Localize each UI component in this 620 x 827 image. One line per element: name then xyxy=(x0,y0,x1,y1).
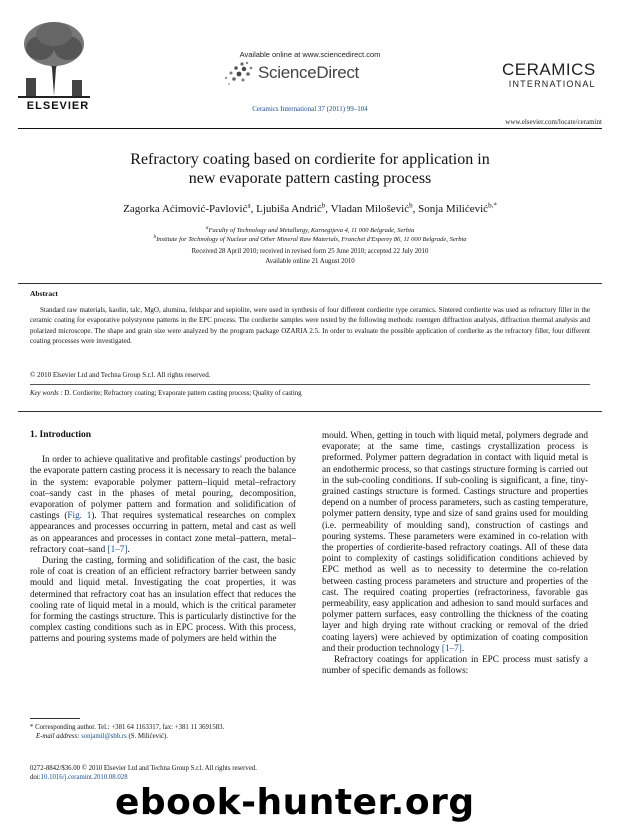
intro-p3-text-b: . xyxy=(461,642,465,653)
journal-logo-line2: INTERNATIONAL xyxy=(508,79,596,89)
author-affiliation-marker: b xyxy=(321,201,326,209)
doi-line xyxy=(30,773,350,782)
footnote-contact: Corresponding author. Tel.: +381 64 1163317, fax: +381 11 3691583. xyxy=(35,724,225,731)
reference-link[interactable]: [1–7] xyxy=(441,642,462,653)
sciencedirect-logo-text: ScienceDirect xyxy=(258,63,359,82)
email-owner: (S. Milićević). xyxy=(128,733,168,740)
author-4 xyxy=(418,203,497,215)
journal-logo xyxy=(502,61,596,90)
footnote-symbol: * xyxy=(30,724,34,731)
right-column xyxy=(322,430,588,676)
title-line-2: new evaporate pattern casting process xyxy=(188,170,432,187)
author-separator: , xyxy=(325,202,331,215)
author-separator: , xyxy=(250,202,257,215)
article-title xyxy=(40,150,580,188)
author-name: Zagorka Aćimović-Pavlović xyxy=(123,202,248,215)
available-online-date: Available online 21 August 2010 xyxy=(265,258,355,265)
author-1 xyxy=(123,203,256,215)
author-3 xyxy=(331,203,419,215)
journal-url[interactable]: www.elsevier.com/locate/ceramint xyxy=(505,118,602,126)
doi-link[interactable]: 10.1016/j.ceramint.2010.08.028 xyxy=(40,774,128,781)
author-affiliation-marker: b,* xyxy=(488,201,497,209)
corresponding-author-footnote xyxy=(30,723,300,741)
affiliation-a-marker: a xyxy=(205,225,209,231)
affiliation-b-text: Institute for Technology of Nuclear and Other Mineral Raw Materials, Franchet d'Esperey 86, 11 000 Belgrade, Serbia xyxy=(156,236,467,244)
abstract-top-rule xyxy=(18,283,602,284)
reference-link[interactable]: [1–7] xyxy=(107,543,128,554)
issn-line: 0272-8842/$36.00 © 2010 Elsevier Ltd and Techna Group S.r.l. All rights reserved. xyxy=(30,765,257,772)
keywords xyxy=(30,390,302,397)
intro-p3-text-a: mould. When, getting in touch with liquid metal, polymers degrade and evaporate; at the same time, castings crystallization process is preformed. Polymer pattern degradation in contact with liquid metal is an endothermic process, so that castings structure forming is carried out in the sub-cooling conditions. If sub-cooling is significant, a fine, tiny-grained castings structure is formed. Castings structure and properties depend on a number of process parameters, such as casting temperature, polymer pattern density, type and size of sand grains used for moulding (i.e. permeability of moulding sand), construction of castings and pouring systems. These parameters were examined in co-relation with the properties of cordierite-based refractory coatings. All of these data point to complexity of castings solidification conditions achieved by EPC method as well as to necessity to determine the co-relation between casting process parameters and structure and properties of the cast. The required coating properties (refractoriness, favorable gas permeability, easy application and adhesion to sand mould surfaces and polymer pattern surfaces, easy controlling the thickness of the coating layer and high drying rate without cracking or removal of the dried coating layers) were achieved by optimization of coating composition and their production technology xyxy=(322,430,588,653)
affiliation-b-marker: b xyxy=(153,234,157,240)
author-name: Sonja Milićević xyxy=(418,202,489,215)
author-list xyxy=(20,201,600,215)
sciencedirect-logo xyxy=(222,60,402,86)
abstract-heading: Abstract xyxy=(30,289,58,298)
publisher-logo-text: ELSEVIER xyxy=(26,100,90,112)
doi-label: doi: xyxy=(30,774,41,781)
journal-reference-link[interactable]: Ceramics International 37 (2011) 99–104 xyxy=(252,105,368,113)
footnote-rule xyxy=(30,718,80,719)
author-2 xyxy=(256,203,331,215)
intro-p1-text-c: . xyxy=(127,543,130,554)
sciencedirect-dots-icon xyxy=(222,60,256,86)
section-heading-introduction: 1. Introduction xyxy=(30,430,92,440)
abstract-bottom-rule xyxy=(18,411,602,412)
left-column xyxy=(30,430,296,645)
intro-paragraph-1 xyxy=(30,454,296,555)
issn-copyright xyxy=(30,764,350,782)
figure-link[interactable]: Fig. 1 xyxy=(67,510,92,521)
author-affiliation-marker: a xyxy=(247,201,251,209)
header-divider xyxy=(18,128,602,129)
author-name: Ljubiša Andrić xyxy=(256,202,322,215)
abstract-body: Standard raw materials, kaolin, talc, MgO, alumina, feldspar and sepiolite, were used in synthesis of four different cordierite type ceramics. Sintered cordierite was used as refractory filler in the ceramic coating for evaporative polystyrene patterns in the EPC process. The cordierite samples were tested by the following methods: roentgen diffraction analysis, diffraction thermal analysis and polarized microscope. The shape and grain size were analyzed by the program package OZARIA 2.5. In order to evaluate the possible application of cordierite as the refractory filler, four different coating processes were investigated. xyxy=(30,306,590,346)
affiliation-b xyxy=(20,234,600,243)
watermark-text: ebook-hunter.org xyxy=(115,782,475,823)
received-dates: Received 28 April 2010; received in revised form 25 June 2010; accepted 22 July 2010 xyxy=(191,248,429,255)
elsevier-tree-icon xyxy=(18,18,90,110)
email-link[interactable]: sonjamil@sbb.rs xyxy=(81,733,127,740)
intro-p1-text-a: In order to achieve qualitative and profitable castings' production by the evaporate pattern casting process it is necessary to reach the balance in the system: evaporable polymer pattern–liquid metal–refractory coat–sandy cast in the phases of metal pouring, decomposition, evaporation of polymer pattern and formation and solidification of castings ( xyxy=(30,454,296,521)
affiliation-a-text: Faculty of Technology and Metallurgy, Karnegijeva 4, 11 000 Belgrade, Serbia xyxy=(208,227,415,235)
author-affiliation-marker: b xyxy=(409,201,413,209)
footnote-line-2 xyxy=(30,732,300,741)
email-label: E-mail address: xyxy=(36,733,80,740)
abstract-copyright: © 2010 Elsevier Ltd and Techna Group S.r.l. All rights reserved. xyxy=(30,371,211,379)
title-line-1: Refractory coating based on cordierite for application in xyxy=(130,151,490,168)
available-online-banner: Available online at www.sciencedirect.com xyxy=(239,50,381,59)
footnote-line-1 xyxy=(30,723,300,732)
keywords-rule xyxy=(30,384,590,385)
intro-paragraph-4: Refractory coatings for application in EPC process must satisfy a number of specific demands as follows: xyxy=(322,654,588,676)
intro-paragraph-3 xyxy=(322,430,588,654)
intro-p1-text-b: ). That requires systematical researches on complex appearances and processes occurring in pattern, metal and cast as well as on appearances and processes in contact zone metal–pattern, metal–refractory coat–sand xyxy=(30,510,296,554)
journal-logo-line1: CERAMICS xyxy=(502,60,596,79)
keywords-label: Key words : xyxy=(30,390,63,397)
author-separator: , xyxy=(412,202,419,215)
author-name: Vladan Milošević xyxy=(330,202,410,215)
keywords-text: D. Cordierite; Refractory coating; Evaporate pattern casting process; Quality of casting xyxy=(64,390,302,397)
intro-paragraph-2: During the casting, forming and solidification of the cast, the basic role of coat is creation of an efficient refractory barrier between sandy mould and liquid metal. Investigating the coat properties, it was determined that refractory coat has an insulation effect that reduces the cooling rate of liquid metal in a mould, which is the critical parameter for forming the castings structure. This is particularly distinctive for the complex casting conditions such as in EPC process. With this process, patterns and pouring systems made of polymers are held within the xyxy=(30,555,296,644)
affiliation-a xyxy=(20,225,600,234)
